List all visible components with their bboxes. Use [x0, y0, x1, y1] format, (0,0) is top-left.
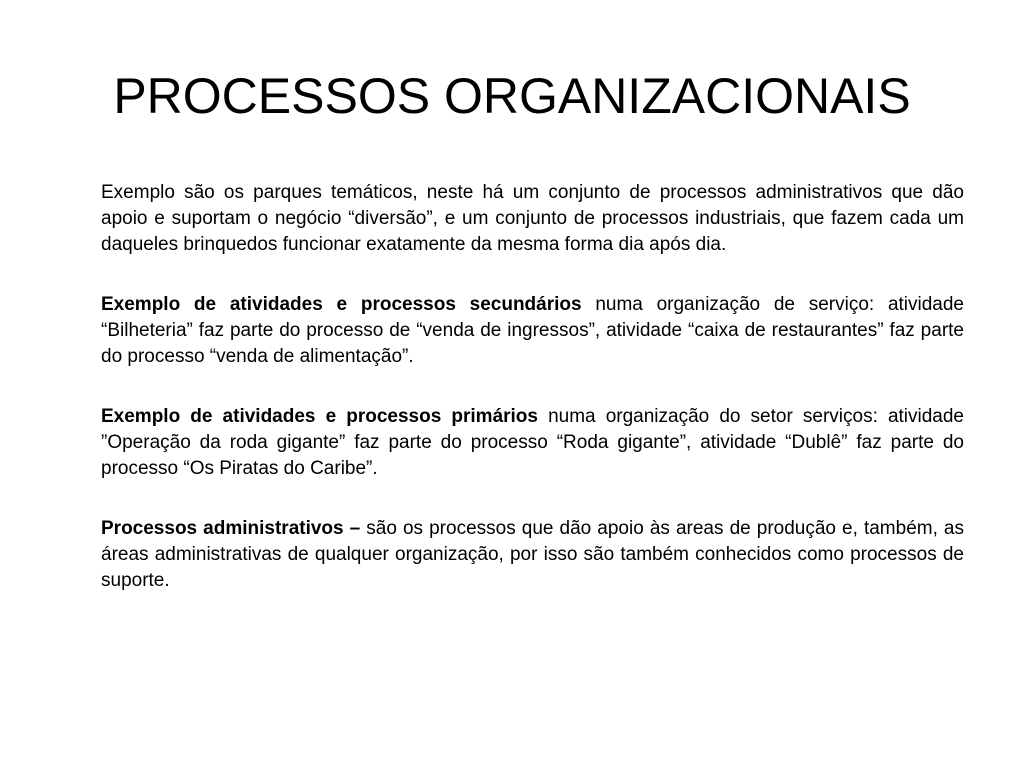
paragraph-text: numa organização de serviço: atividade “Bilheteria” faz parte do processo de “venda de ingressos”, atividade “caixa de restaurantes” faz parte do processo “venda de alimentação”.	[101, 294, 965, 367]
paragraph-lead: Processos administrativos –	[101, 518, 361, 539]
slide-body	[101, 180, 964, 594]
paragraph-processos-primarios	[101, 404, 964, 482]
paragraph-lead: Exemplo de atividades e processos secundários	[101, 294, 582, 315]
paragraph-text: são os processos que dão apoio às areas de produção e, também, as áreas administrativas de qualquer organização, por isso são também conhecidos como processos de suporte.	[101, 518, 964, 591]
paragraph-parques-tematicos	[101, 180, 964, 258]
paragraph-text: numa organização do setor serviços: atividade ”Operação da roda gigante” faz parte do processo “Roda gigante”, atividade “Dublê” faz parte do processo “Os Piratas do Caribe”.	[101, 406, 965, 479]
paragraph-processos-secundarios	[101, 292, 964, 370]
paragraph-processos-administrativos	[101, 516, 964, 594]
slide-title: PROCESSOS ORGANIZACIONAIS	[113, 68, 911, 124]
paragraph-text: Exemplo são os parques temáticos, neste há um conjunto de processos administrativos que dão apoio e suportam o negócio “diversão”, e um conjunto de processos industriais, que fazem cada um daqueles brinquedos funcionar exatamente da mesma forma dia após dia.	[101, 182, 964, 255]
paragraph-lead: Exemplo de atividades e processos primários	[101, 406, 538, 427]
